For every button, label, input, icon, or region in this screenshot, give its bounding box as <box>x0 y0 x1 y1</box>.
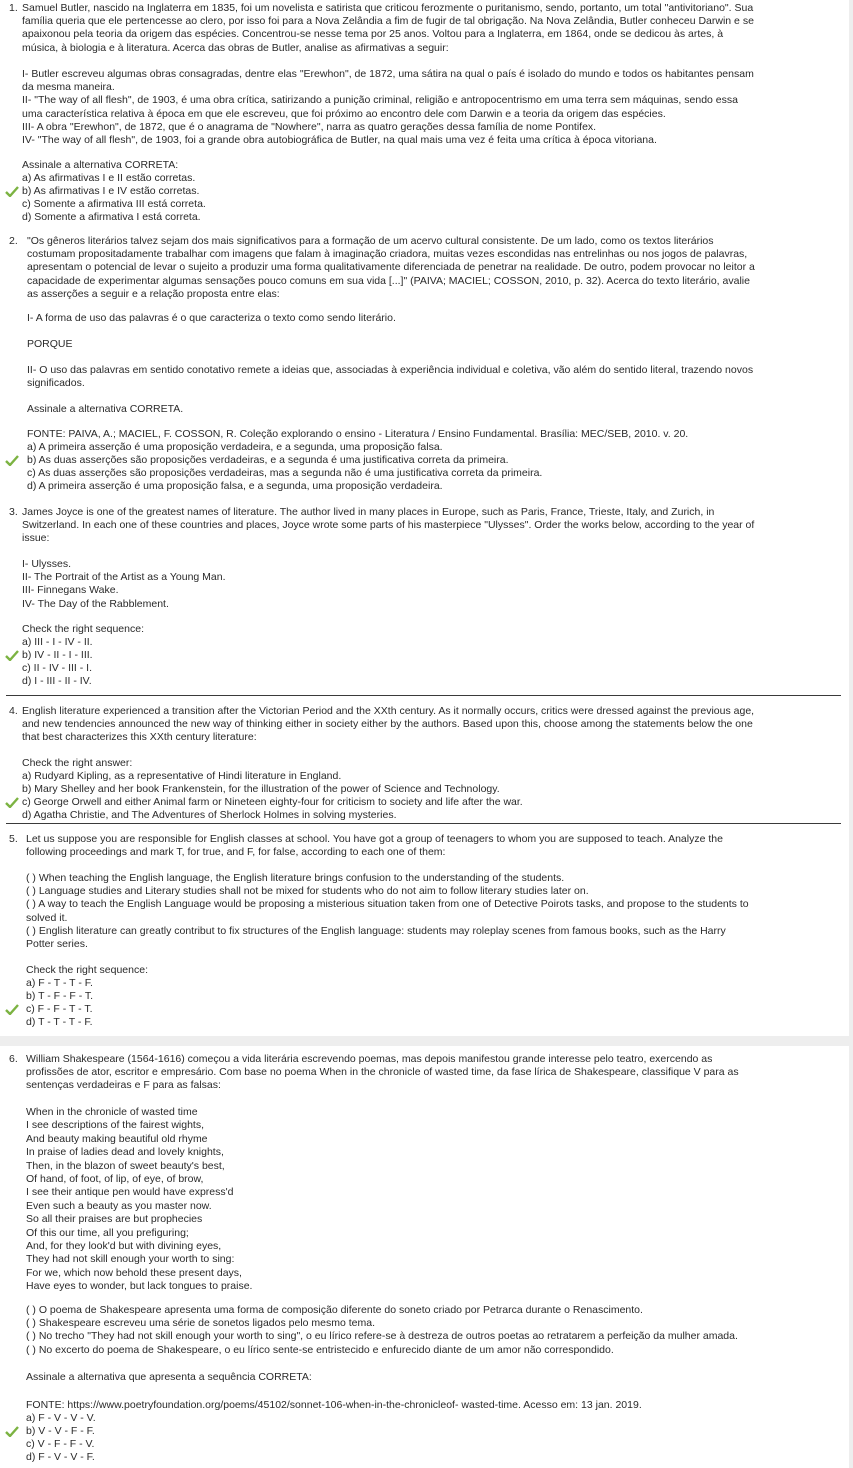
question-text: James Joyce is one of the greatest names of literature. The author lived in many places in Europe, such as Paris, France, Trieste, Italy, and Zurich, in Switzerland. In each one of these countries and places, Joyce wrote some parts of his masterpiece "Ulysses". Order the works below, according to the year of issue: <box>22 506 755 545</box>
divider <box>6 695 841 696</box>
option-a[interactable]: a) Rudyard Kipling, as a representative of Hindi literature in England. <box>22 770 342 782</box>
questions-block-2 <box>0 1046 849 1468</box>
correct-check-icon <box>5 650 19 661</box>
question-text: William Shakespeare (1564-1616) começou a vida literária escrevendo poemas, mas depois manifestou grande interesse pelo teatro, exercendo as profissões de ator, escritor e empresário. Com base no poema When in the chronicle of wasted time, da fase lírica de Shakespeare, classifique V para as sentenças verdadeiras e F para as falsas: <box>26 1053 739 1092</box>
question-text: English literature experienced a transition after the Victorian Period and the XXth century. As it normally occurs, critics were dressed against the previous age, and new tendencies announced the new way of thinking either in society either by the authors. Based upon this, choose among the statements below the one that best characterizes this XXth century literature: <box>22 705 755 744</box>
question-text: Samuel Butler, nascido na Inglaterra em 1835, foi um novelista e satirista que criticou ferozmente o puritanismo, sendo, portanto, um total "antivitoriano". Sua família queria que ele pertencesse ao clero, por isso foi para a Nova Zelândia a fim de fugir de tal obrigação. Na Nova Zelândia, Butler conheceu Darwin e se apaixonou pela teoria da origem das espécies. Concentrou-se nesse tema por 25 anos. Voltou para a Inglaterra, em 1864, onde se dedicou às artes, à música, à biologia e à literatura. Acerca das obras de Butler, analise as afirmativas a seguir: <box>22 2 754 54</box>
because-label: PORQUE <box>27 338 73 350</box>
correct-check-icon <box>5 797 19 808</box>
source-citation: FONTE: https://www.poetryfoundation.org/poems/45102/sonnet-106-when-in-the-chronicleof- wasted-time. Acesso em: 13 jan. 2019. <box>26 1399 642 1411</box>
correct-check-icon <box>5 1004 19 1015</box>
question-prompt: Assinale a alternativa que apresenta a sequência CORRETA: <box>26 1371 312 1383</box>
option-b[interactable]: b) As duas asserções são proposições verdadeiras, e a segunda é uma justificativa correta da primeira. <box>27 454 509 466</box>
option-a[interactable]: a) F - V - V - V. <box>26 1412 96 1424</box>
assertion-1: I- A forma de uso das palavras é o que caracteriza o texto como sendo literário. <box>27 312 396 324</box>
option-c[interactable]: c) As duas asserções são proposições verdadeiras, mas a segunda não é uma justificativa correta da primeira. <box>27 467 543 479</box>
question-number: 6. <box>9 1053 18 1065</box>
correct-check-icon <box>5 1426 19 1437</box>
question-prompt: Check the right answer: <box>22 757 133 769</box>
option-a[interactable]: a) A primeira asserção é uma proposição verdadeira, e a segunda, uma proposição falsa. <box>27 441 443 453</box>
question-prompt: Assinale a alternativa CORRETA: <box>22 159 179 171</box>
source-citation: FONTE: PAIVA, A.; MACIEL, F. COSSON, R. Coleção explorando o ensino - Literatura / Ensino Fundamental. Brasília: MEC/SEB, 2010. v. 20. <box>27 428 689 440</box>
question-text: Let us suppose you are responsible for English classes at school. You have got a group of teenagers to whom you are supposed to teach. Analyze the following proceedings and mark T, for true, and F, for false, according to each one of them: <box>26 833 723 859</box>
option-c[interactable]: c) II - IV - III - I. <box>22 662 92 674</box>
option-a[interactable]: a) III - I - IV - II. <box>22 636 93 648</box>
option-b[interactable]: b) T - F - F - T. <box>26 990 94 1002</box>
option-d[interactable]: d) I - III - II - IV. <box>22 675 92 687</box>
question-number: 2. <box>9 235 18 247</box>
statements: ( ) When teaching the English language, the English literature brings confusion to the understanding of the students. ( ) Language studies and Literary studies shall not be mixed for students who do not aim to follow literary studies later on. ( ) A way to teach the English Language would be proposing a misterious situation taken from one of Detective Poirots tasks, and propose to the students to solved it. ( ) English literature can greatly contribut to fix structures of the English language: students may roleplay scenes from famous books, such as the Harry Potter series. <box>26 872 749 951</box>
statements: I- Butler escreveu algumas obras consagradas, dentre elas "Erewhon", de 1872, uma sátira na qual o país é isolado do mundo e todos os habitantes pensam da mesma maneira. II- "The way of all flesh", de 1903, é uma obra crítica, satirizando a punição criminal, religião e antropocentrismo em uma terra sem máquinas, sendo essa uma característica relativa à época em que ele escreveu, que foi próximo ao encontro dele com Darwin e a teoria da origem das espécies. III- A obra "Erewhon", de 1872, que é o anagrama de "Nowhere", narra as quatro gerações dessa família de nome Pontifex. IV- "The way of all flesh", de 1903, foi a grande obra autobiográfica de Butler, na qual mais uma vez é feita uma crítica à época vitoriana. <box>22 68 754 147</box>
option-a[interactable]: a) As afirmativas I e II estão corretas. <box>22 172 196 184</box>
poem: When in the chronicle of wasted time I see descriptions of the fairest wights, And beauty making beautiful old rhyme In praise of ladies dead and lovely knights, Then, in the blazon of sweet beauty's best, Of hand, of foot, of lip, of eye, of brow, I see their antique pen would have express'd Even such a beauty as you master now. So all their praises are but prophecies Of this our time, all you prefiguring; And, for they look'd but with divining eyes, They had not skill enough your worth to sing: For we, which now behold these present days, Have eyes to wonder, but lack tongues to praise. <box>26 1106 253 1293</box>
correct-check-icon <box>5 455 19 466</box>
question-number: 3. <box>9 506 18 518</box>
question-number: 5. <box>9 833 18 845</box>
option-d[interactable]: d) Agatha Christie, and The Adventures of Sherlock Holmes in solving mysteries. <box>22 809 397 821</box>
option-a[interactable]: a) F - T - T - F. <box>26 977 93 989</box>
option-d[interactable]: d) T - T - T - F. <box>26 1016 93 1028</box>
option-d[interactable]: d) Somente a afirmativa I está correta. <box>22 211 201 223</box>
question-number: 1. <box>9 2 18 14</box>
option-b[interactable]: b) V - V - F - F. <box>26 1425 95 1437</box>
option-d[interactable]: d) F - V - V - F. <box>26 1451 95 1463</box>
works-list: I- Ulysses. II- The Portrait of the Artist as a Young Man. III- Finnegans Wake. IV- The Day of the Rabblement. <box>22 558 226 610</box>
option-b[interactable]: b) IV - II - I - III. <box>22 649 93 661</box>
statements: ( ) O poema de Shakespeare apresenta uma forma de composição diferente do soneto criado por Petrarca durante o Renascimento. ( ) Shakespeare escreveu uma série de sonetos ligados pelo mesmo tema. ( ) No trecho "They had not skill enough your worth to sing", o eu lírico refere-se à destreza de outros poetas ao retratarem a perfeição da mulher amada. ( ) No excerto do poema de Shakespeare, o eu lírico sente-se entristecido e enfurecido diante de um amor não correspondido. <box>26 1304 738 1356</box>
question-prompt: Check the right sequence: <box>26 964 148 976</box>
option-c[interactable]: c) F - F - T - T. <box>26 1003 93 1015</box>
option-c[interactable]: c) V - F - F - V. <box>26 1438 95 1450</box>
option-c[interactable]: c) George Orwell and either Animal farm or Nineteen eighty-four for criticism to society and life after the war. <box>22 796 523 808</box>
assertion-2: II- O uso das palavras em sentido conotativo remete a ideias que, associadas à experiência individual e coletiva, vão além do sentido literal, trazendo novos significados. <box>27 364 754 390</box>
correct-check-icon <box>5 186 19 197</box>
question-prompt: Check the right sequence: <box>22 623 144 635</box>
option-c[interactable]: c) Somente a afirmativa III está correta. <box>22 198 206 210</box>
option-b[interactable]: b) Mary Shelley and her book Frankenstein, for the illustration of the power of Science and Technology. <box>22 783 500 795</box>
question-prompt: Assinale a alternativa CORRETA. <box>27 403 184 415</box>
option-b[interactable]: b) As afirmativas I e IV estão corretas. <box>22 185 200 197</box>
question-number: 4. <box>9 705 18 717</box>
option-d[interactable]: d) A primeira asserção é uma proposição falsa, e a segunda, uma proposição verdadeira. <box>27 480 443 492</box>
divider <box>6 823 841 824</box>
question-text: "Os gêneros literários talvez sejam dos mais significativos para a formação de um acervo cultural consistente. De um lado, como os textos literários costumam propositadamente trabalhar com imagens que falam à imaginação criadora, muitas vezes escondidas nas entrelinhas ou nos jogos de palavras, apresentam o potencial de levar o sujeito a produzir uma forma qualitativamente diferenciada de penetrar na realidade. De outro, podem provocar no leitor a capacidade de experimentar algumas sensações pouco comuns em sua vida [...]" (PAIVA; MACIEL; COSSON, 2010, p. 32). Acerca do texto literário, avalie as asserções a seguir e a relação proposta entre elas: <box>27 235 755 300</box>
